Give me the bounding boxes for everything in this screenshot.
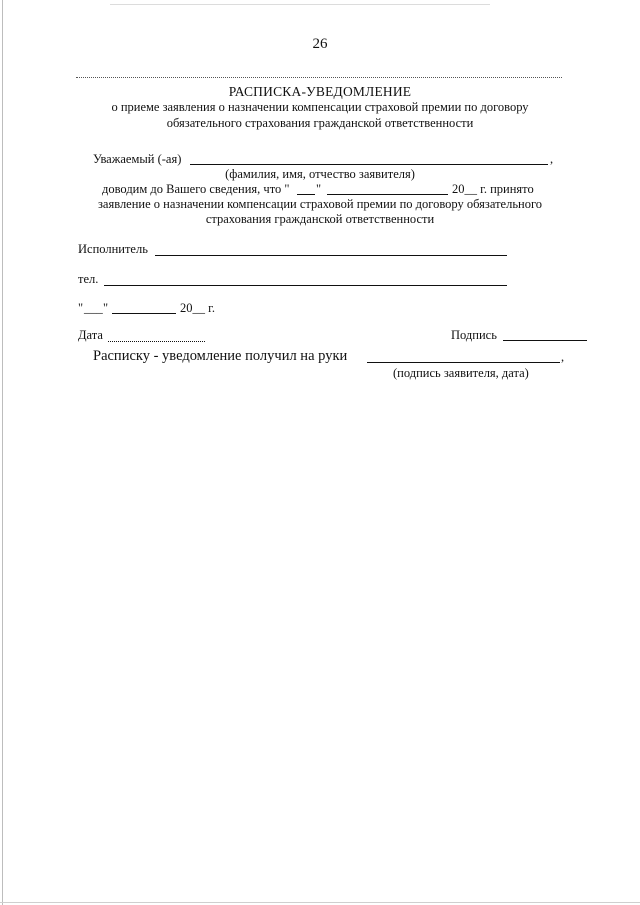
date-month-blank[interactable]: [112, 313, 176, 314]
notice-day-blank[interactable]: [297, 194, 315, 195]
executor-blank[interactable]: [155, 255, 507, 256]
phone-label: тел.: [78, 272, 99, 286]
scan-edge-bottom: [0, 902, 640, 903]
notice-quote-close: ": [316, 182, 322, 196]
dotted-separator: [76, 77, 562, 78]
executor-label: Исполнитель: [78, 242, 148, 256]
date-label: Дата: [78, 328, 103, 342]
scan-edge-top: [110, 4, 490, 5]
date-day-blank[interactable]: ___: [84, 301, 103, 315]
receipt-comma: ,: [561, 350, 565, 364]
greeting-comma: ,: [550, 152, 554, 166]
date-year: 20__ г.: [180, 301, 215, 315]
form-subtitle-line1: о приеме заявления о назначении компенсации страховой премии по договору: [111, 100, 529, 114]
greeting-label: Уважаемый (-ая): [93, 152, 182, 166]
signature-label: Подпись: [451, 328, 497, 342]
page-number: 26: [312, 36, 328, 52]
notice-line3: страхования гражданской ответственности: [205, 212, 435, 226]
notice-line2: заявление о назначении компенсации страховой премии по договору обязательного: [97, 197, 543, 211]
receipt-signature-blank[interactable]: [367, 362, 560, 363]
scan-edge-left: [2, 0, 3, 905]
phone-blank[interactable]: [104, 285, 507, 286]
signature-blank[interactable]: [503, 340, 587, 341]
notice-month-blank[interactable]: [327, 194, 448, 195]
notice-text-start: доводим до Вашего сведения, что ": [102, 182, 290, 196]
form-title: РАСПИСКА-УВЕДОМЛЕНИЕ: [228, 84, 412, 99]
date-quote-open: ": [78, 301, 84, 315]
form-subtitle-line2: обязательного страхования гражданской ответственности: [166, 116, 474, 130]
fio-caption: (фамилия, имя, отчество заявителя): [225, 167, 415, 181]
notice-year-text: 20__ г. принято: [452, 182, 534, 196]
receipt-caption: (подпись заявителя, дата): [393, 366, 529, 380]
date-blank[interactable]: [108, 341, 205, 342]
date-quote-close: ": [103, 301, 109, 315]
receipt-text: Расписку - уведомление получил на руки: [93, 348, 348, 364]
applicant-name-blank[interactable]: [190, 164, 548, 165]
